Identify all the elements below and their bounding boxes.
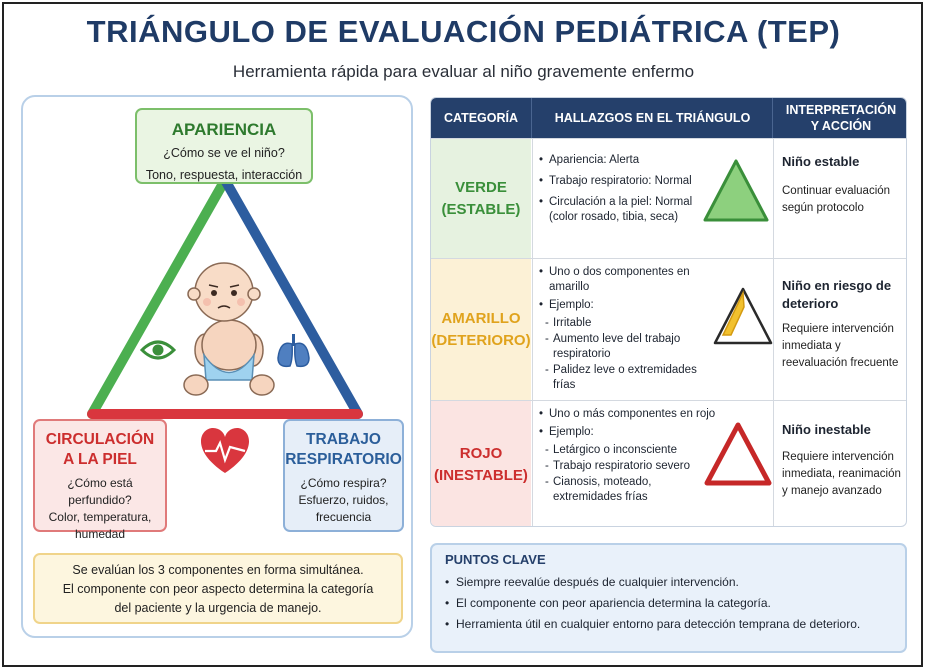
finding-item: • Trabajo respiratorio: Normal (539, 174, 709, 189)
finding-example: - Palidez leve o extremidades frías (539, 363, 719, 393)
interpretation-action: Requiere intervención inmediata, reanimación y manejo avanzado (782, 451, 901, 497)
circulacion-title-2: A LA PIEL (63, 451, 137, 468)
category-verde-name: VERDE (455, 179, 507, 196)
apariencia-title: APARIENCIA (171, 120, 277, 139)
apariencia-detail: Tono, respuesta, interacción (145, 168, 303, 182)
eye-icon (142, 342, 174, 358)
findings-rojo (532, 401, 773, 527)
header-interpretacion (772, 98, 907, 138)
finding-item: • Uno o dos componentes en amarillo (539, 265, 719, 295)
note-line-3: del paciente y la urgencia de manejo. (114, 601, 322, 615)
category-amarillo (431, 259, 531, 401)
yellow-triangle-icon (711, 285, 775, 349)
evaluation-note (33, 553, 403, 624)
red-triangle-icon (703, 421, 773, 487)
key-point-item: • Siempre reevalúe después de cualquier intervención. (445, 573, 895, 591)
header-categoria: CATEGORÍA (443, 111, 519, 125)
category-rojo-name: ROJO (459, 445, 503, 462)
page-subtitle: Herramienta rápida para evaluar al niño gravemente enfermo (232, 62, 695, 81)
interpretation-action: Continuar evaluación según protocolo (782, 185, 891, 214)
circulacion-question: ¿Cómo está perfundido? (67, 476, 133, 507)
findings-verde (532, 139, 773, 259)
interpretation-amarillo (773, 259, 907, 401)
finding-example: - Aumento leve del trabajo respiratorio (539, 332, 719, 362)
heart-icon (201, 428, 249, 473)
table-row-rojo (431, 400, 907, 527)
interpretation-title: Niño inestable (782, 422, 871, 437)
circulacion-detail-1: Color, temperatura, (48, 510, 152, 524)
finding-item: • Ejemplo: (539, 425, 719, 440)
category-table (430, 97, 907, 527)
respiratorio-title-1: TRABAJO (306, 431, 381, 448)
respiratorio-detail-1: Esfuerzo, ruidos, (298, 493, 389, 507)
category-amarillo-name: AMARILLO (441, 310, 521, 327)
respiratorio-detail-2: frecuencia (315, 510, 372, 524)
category-verde (431, 139, 531, 259)
circulacion-box (33, 419, 167, 541)
baby-icon (184, 263, 274, 395)
key-point-item: • Herramienta útil en cualquier entorno para detección temprana de deterioro. (445, 615, 895, 633)
category-rojo-state: (INESTABLE) (434, 467, 528, 484)
note-line-2: El componente con peor aspecto determina la categoría (62, 582, 374, 596)
finding-item: • Ejemplo: (539, 298, 719, 313)
respiratorio-box (283, 419, 404, 532)
finding-item: • Uno o más componentes en rojo (539, 407, 719, 422)
green-triangle-icon (701, 157, 771, 225)
interpretation-verde (773, 139, 907, 259)
note-line-1: Se evalúan los 3 componentes en forma simultánea. (72, 563, 364, 577)
lungs-icon (278, 334, 309, 366)
finding-example: - Trabajo respiratorio severo (539, 459, 719, 474)
circulacion-title-1: CIRCULACIÓN (45, 431, 155, 448)
apariencia-question: ¿Cómo se ve el niño? (163, 146, 285, 160)
interpretation-title: Niño estable (782, 154, 860, 169)
header-hallazgos: HALLAZGOS EN EL TRIÁNGULO (531, 98, 773, 138)
respiratorio-question: ¿Cómo respira? (300, 476, 387, 490)
key-points-box (430, 543, 907, 653)
findings-amarillo (532, 259, 773, 401)
apariencia-box (135, 108, 313, 184)
table-row-amarillo (431, 258, 907, 401)
finding-item: • Circulación a la piel: Normal (color rosado, tibia, seca) (539, 195, 709, 225)
interpretation-action: Requiere intervención inmediata y reevaluación frecuente (782, 323, 899, 369)
category-rojo (431, 401, 531, 527)
circulacion-detail-2: humedad (74, 527, 126, 541)
interpretation-rojo (773, 401, 907, 527)
header-interpretacion-2: Y ACCIÓN (810, 119, 872, 133)
table-row-verde (431, 138, 907, 259)
finding-example: - Irritable (539, 316, 719, 331)
header-interpretacion-1: INTERPRETACIÓN (785, 103, 897, 117)
category-verde-state: (ESTABLE) (441, 201, 521, 218)
respiratorio-title-2: RESPIRATORIO (285, 451, 402, 468)
key-point-item: • El componente con peor apariencia determina la categoría. (445, 594, 895, 612)
category-amarillo-state: (DETERIORO) (431, 332, 531, 349)
finding-example: - Letárgico o inconsciente (539, 443, 719, 458)
finding-example: - Cianosis, moteado, extremidades frías (539, 475, 719, 505)
page-title: TRIÁNGULO DE EVALUACIÓN PEDIÁTRICA (TEP) (86, 14, 841, 49)
finding-item: • Apariencia: Alerta (539, 153, 709, 168)
interpretation-title: Niño en riesgo de deterioro (782, 278, 892, 311)
key-points-title: PUNTOS CLAVE (445, 552, 546, 567)
table-header (431, 98, 907, 138)
